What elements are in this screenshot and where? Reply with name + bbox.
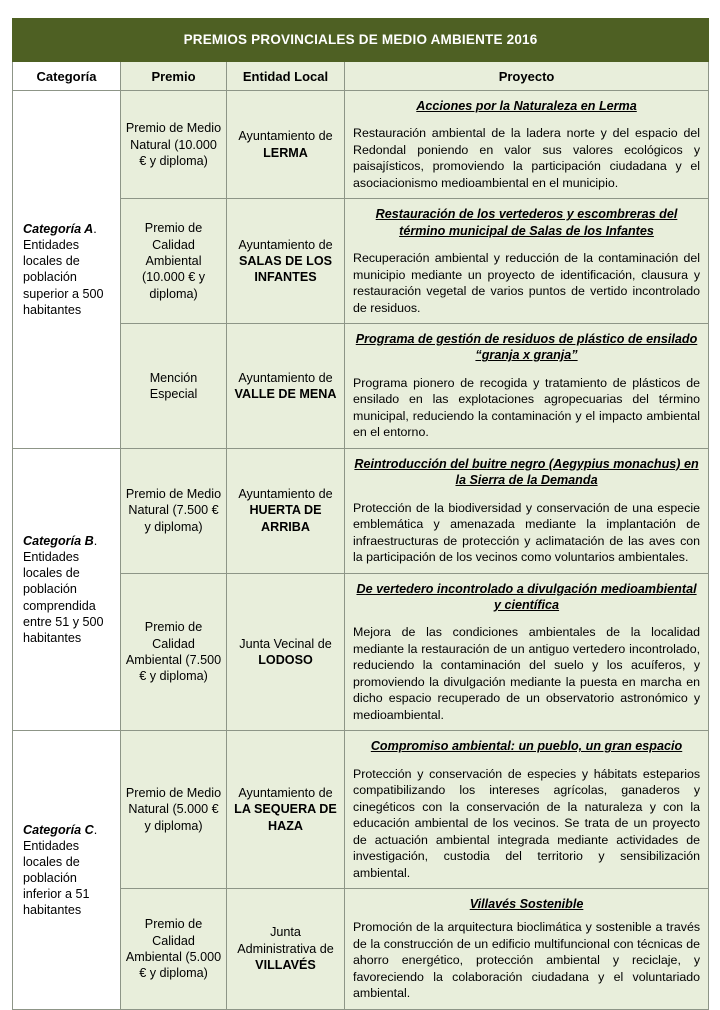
category-description: . Entidades locales de población superior a 500 habitantes <box>23 222 104 317</box>
entidad-cell <box>227 91 345 199</box>
table-header-row <box>13 62 709 91</box>
entidad-cell <box>227 573 345 731</box>
entidad-name: LERMA <box>263 145 308 160</box>
entidad-prefix: Ayuntamiento de <box>238 487 333 502</box>
category-cell-b <box>13 448 121 730</box>
proyecto-titulo: Compromiso ambiental: un pueblo, un gran espacio <box>370 739 683 754</box>
category-description: . Entidades locales de población inferior a 51 habitantes <box>23 822 98 918</box>
table-row <box>13 448 709 573</box>
proyecto-titulo: Restauración de los vertederos y escombreras del término municipal de Salas de los Infantes <box>375 207 678 238</box>
proyecto-cell <box>345 448 709 573</box>
table-row <box>13 731 709 889</box>
premio-cell: Premio de Calidad Ambiental (7.500 € y diploma) <box>121 573 227 731</box>
category-name: Categoría A <box>23 222 94 237</box>
proyecto-cell <box>345 573 709 731</box>
column-header-proyecto: Proyecto <box>345 62 709 91</box>
column-header-entidad-local: Entidad Local <box>227 62 345 91</box>
proyecto-texto: Programa pionero de recogida y tratamiento de plásticos de ensilado en las explotaciones agropecuarias del término municipal, reduciendo la contaminación y el impacto ambiental en el entorno. <box>353 375 701 440</box>
premio-cell: Premio de Medio Natural (10.000 € y diploma) <box>121 91 227 199</box>
entidad-cell <box>227 448 345 573</box>
proyecto-texto: Mejora de las condiciones ambientales de la localidad mediante la restauración de un antiguo vertedero incontrolado, reduciendo la contaminación del suelo y los acuíferos, y promoviendo la divulgación mediante la puesta en marcha en dicho espacio recuperado de un observatorio astronómico y medioambiental. <box>353 625 701 722</box>
premio-cell: Premio de Calidad Ambiental (10.000 € y diploma) <box>121 199 227 324</box>
document-title: PREMIOS PROVINCIALES DE MEDIO AMBIENTE 2016 <box>13 19 709 62</box>
premio-cell: Premio de Medio Natural (7.500 € y diploma) <box>121 448 227 573</box>
premio-cell: Premio de Medio Natural (5.000 € y diploma) <box>121 731 227 889</box>
entidad-name: LA SEQUERA DE HAZA <box>234 802 337 833</box>
awards-table <box>12 18 709 1010</box>
category-description: . Entidades locales de población comprendida entre 51 y 500 habitantes <box>23 534 104 645</box>
entidad-prefix: Ayuntamiento de <box>238 129 333 144</box>
proyecto-texto: Protección de la biodiversidad y conservación de una especie emblemática y amenazada mediante la implantación de infraestructuras de protección y aclimatación de las aves con la participación de los vecinos como voluntarios ambientales. <box>353 500 701 565</box>
proyecto-cell <box>345 199 709 324</box>
premio-cell: Premio de Calidad Ambiental (5.000 € y diploma) <box>121 889 227 1010</box>
entidad-prefix: Junta Vecinal de <box>239 636 332 651</box>
table-title-row <box>13 19 709 62</box>
entidad-cell <box>227 731 345 889</box>
entidad-name: HUERTA DE ARRIBA <box>249 503 322 534</box>
entidad-name: LODOSO <box>258 652 313 667</box>
proyecto-texto: Promoción de la arquitectura bioclimática y sostenible a través de la construcción de un edificio multifuncional con técnicas de ahorro energético, protección ambiental y reciclaje, y favoreciendo la colaboración ciudadana y el voluntariado ambiental. <box>353 920 701 1001</box>
proyecto-titulo: Villavés Sostenible <box>469 897 584 912</box>
category-cell-a <box>13 91 121 449</box>
column-header-premio: Premio <box>121 62 227 91</box>
entidad-prefix: Ayuntamiento de <box>238 237 333 252</box>
column-header-categoria: Categoría <box>13 62 121 91</box>
entidad-name: VALLE DE MENA <box>234 386 337 401</box>
proyecto-cell <box>345 889 709 1010</box>
proyecto-texto: Recuperación ambiental y reducción de la contaminación del municipio mediante un proyecto de identificación, clausura y restauración vegetal de varios puntos de vertido incontrolado de residuos. <box>353 251 701 315</box>
entidad-cell <box>227 199 345 324</box>
category-name: Categoría B <box>23 534 94 549</box>
entidad-prefix: Ayuntamiento de <box>238 370 333 385</box>
entidad-name: SALAS DE LOS INFANTES <box>238 254 333 285</box>
proyecto-titulo: Programa de gestión de residuos de plástico de ensilado “granja x granja” <box>355 332 698 363</box>
entidad-cell <box>227 324 345 449</box>
proyecto-titulo: Acciones por la Naturaleza en Lerma <box>416 99 637 113</box>
category-cell-c <box>13 731 121 1010</box>
category-name: Categoría C <box>23 822 94 837</box>
entidad-name: VILLAVÉS <box>255 958 316 973</box>
entidad-cell <box>227 889 345 1010</box>
proyecto-texto: Restauración ambiental de la ladera norte y del espacio del Redondal poniendo en valor sus valores ecológicos y paisajísticos, promoviendo la participación ciudadana y el asociacionismo medioambiental en el municipio. <box>353 126 701 190</box>
proyecto-texto: Protección y conservación de especies y hábitats esteparios compatibilizando los intereses agrícolas, ganaderos y cinegéticos con la conservación de la naturaleza y con la educación ambiental de los vecinos. Se trata de un proyecto de actuación ambiental integrada mediante actividades de investigación, custodia del territorio y sensibilización ambiental. <box>353 766 701 880</box>
entidad-prefix: Ayuntamiento de <box>238 786 333 801</box>
proyecto-titulo: Reintroducción del buitre negro (Aegypius monachus) en la Sierra de la Demanda <box>354 456 699 488</box>
proyecto-titulo: De vertedero incontrolado a divulgación medioambiental y científica <box>356 581 697 612</box>
proyecto-cell <box>345 324 709 449</box>
entidad-prefix: Junta Administrativa de <box>237 925 334 956</box>
proyecto-cell <box>345 731 709 889</box>
premio-cell: Mención Especial <box>121 324 227 449</box>
proyecto-cell <box>345 91 709 199</box>
table-row <box>13 91 709 199</box>
